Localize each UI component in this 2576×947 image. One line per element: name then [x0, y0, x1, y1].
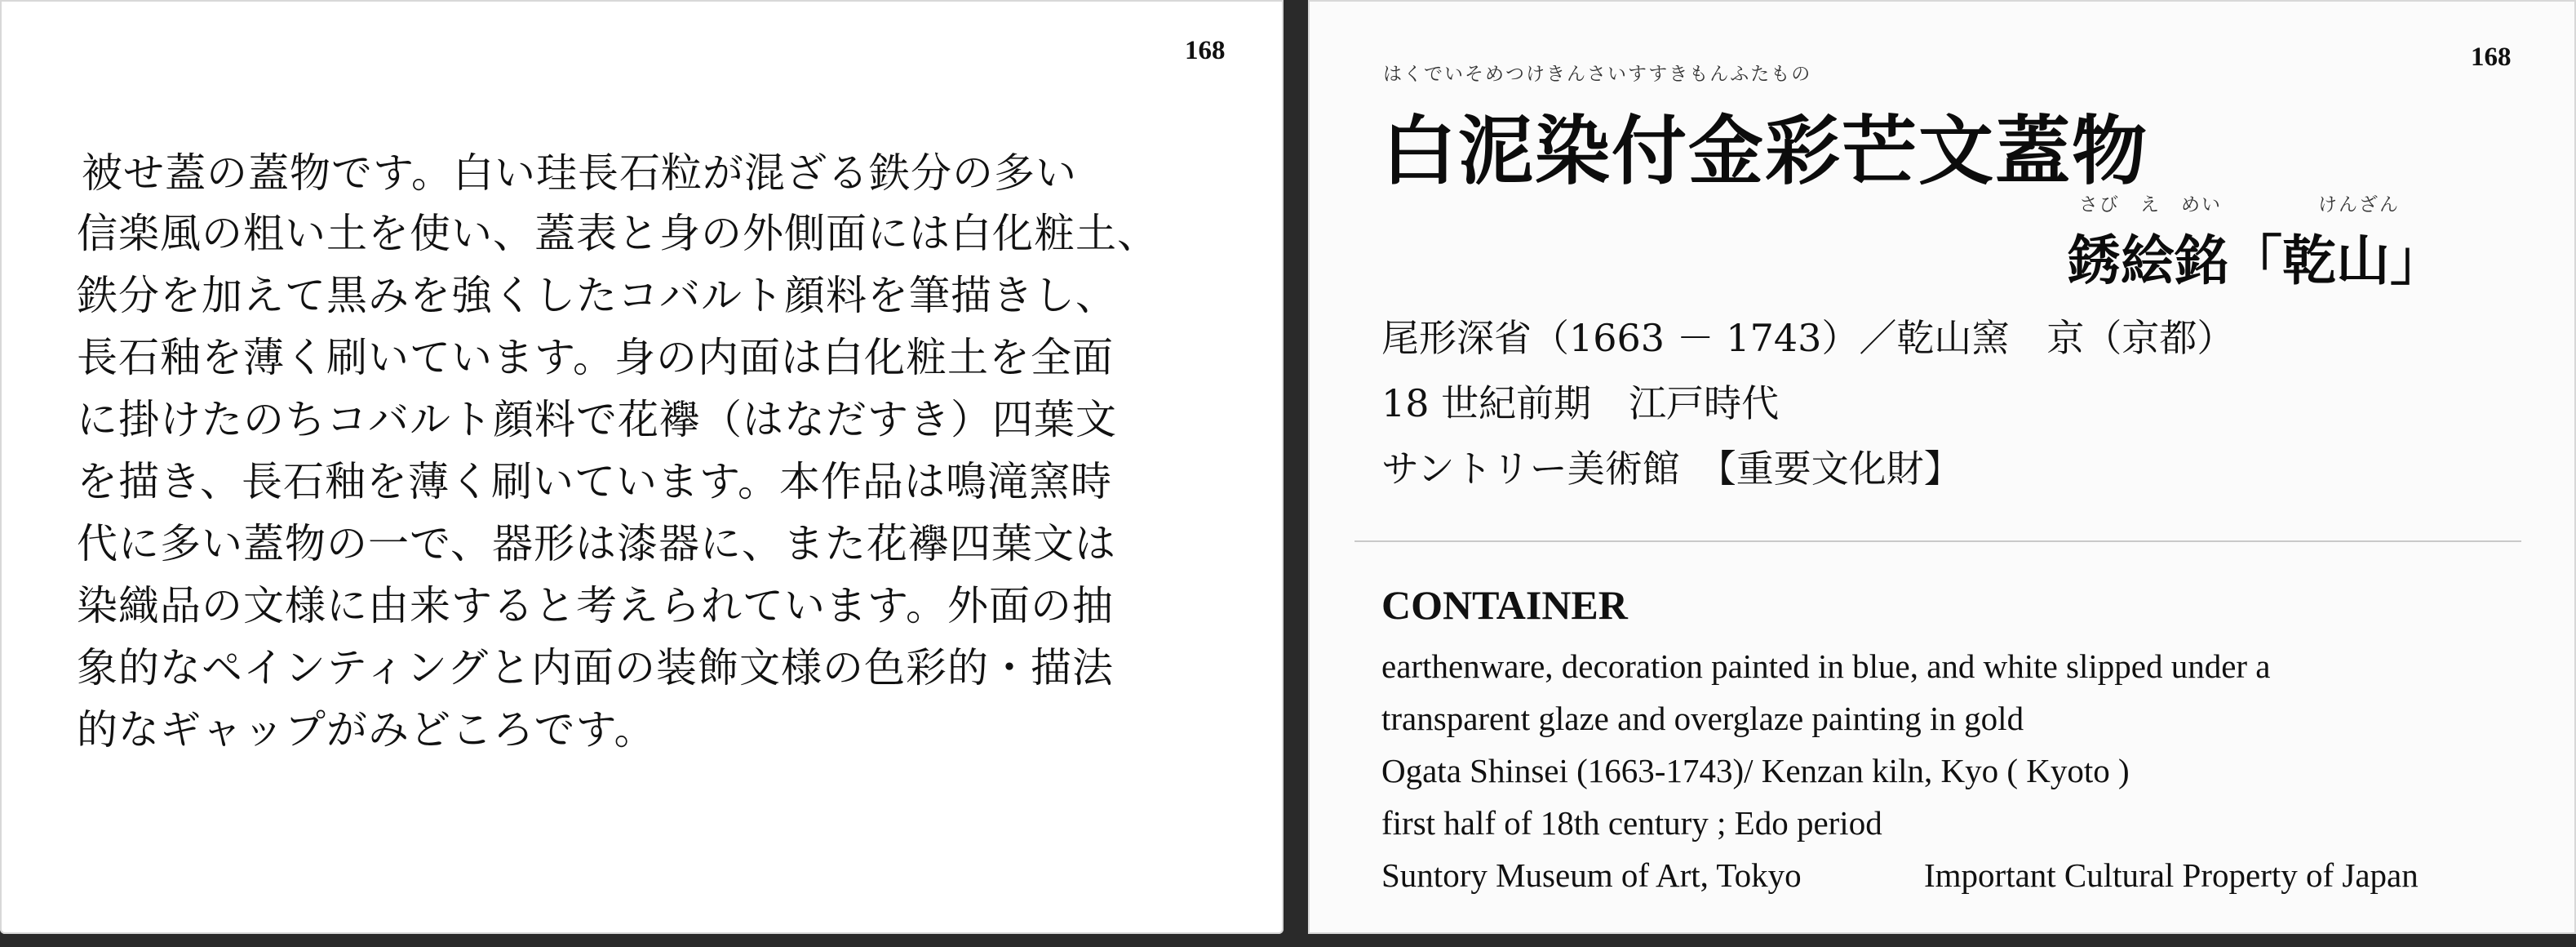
description-line: 象的なペインティングと内面の装飾文様の色彩的・描法 [77, 644, 1114, 691]
english-period-line: first half of 18th century ; Edo period [1381, 804, 1882, 842]
artist-line: 尾形深省（1663 － 1743）／乾山窯 京（京都） [1381, 316, 2235, 360]
divider [1355, 540, 2521, 542]
description-line: 的なギャップがみどころです。 [77, 706, 656, 754]
description-line: に掛けたのちコバルト顔料で花襷（はなだすき）四葉文 [77, 396, 1117, 443]
english-collection-line: Suntory Museum of Art, Tokyo [1381, 856, 1802, 894]
period-line: 18 世紀前期 江戸時代 [1381, 381, 1780, 425]
page-number: 168 [1185, 36, 1226, 65]
description-line: 代に多い蓋物の一で、器形は漆器に、また花襷四葉文は [77, 520, 1116, 567]
artwork-title: 白泥染付金彩芒文蓋物 [1381, 107, 2149, 195]
english-heading: CONTAINER [1381, 582, 1628, 628]
description-line: 鉄分を加えて黒みを強くしたコバルト顔料を筆描きし、 [77, 272, 1117, 319]
description-line: 信楽風の粗い土を使い、蓋表と身の外側面には白化粧土、 [77, 210, 1159, 257]
description-label-card [0, 0, 1284, 934]
english-designation: Important Cultural Property of Japan [1924, 856, 2419, 894]
title-reading: はくでいそめつけきんさいすすきもんふたもの [1383, 64, 1812, 85]
subtitle-reading: けんざん [2318, 194, 2400, 216]
english-material-line: earthenware, decoration painted in blue, and white slipped under a [1381, 647, 2271, 685]
page-number: 168 [2471, 42, 2512, 72]
description-line: 染織品の文様に由来すると考えられています。外面の抽 [77, 582, 1114, 629]
english-material-line: transparent glaze and overglaze painting in gold [1381, 700, 2024, 737]
description-line: 長石釉を薄く刷いています。身の内面は白化粧土を全面 [77, 334, 1114, 381]
description-line: 被せ蓋の蓋物です。白い珪長石粒が混ざる鉄分の多い [82, 149, 1077, 197]
subtitle-reading: さび え めい [2079, 194, 2222, 216]
description-line: を描き、長石釉を薄く刷いています。本作品は鳴滝窯時 [77, 458, 1112, 505]
caption-label-card [1308, 0, 2576, 934]
english-artist-line: Ogata Shinsei (1663-1743)/ Kenzan kiln, Kyo ( Kyoto ) [1381, 752, 2130, 789]
collection-line: サントリー美術館 【重要文化財】 [1381, 447, 1962, 491]
artwork-inscription: 銹絵銘「乾山」 [2067, 229, 2444, 292]
